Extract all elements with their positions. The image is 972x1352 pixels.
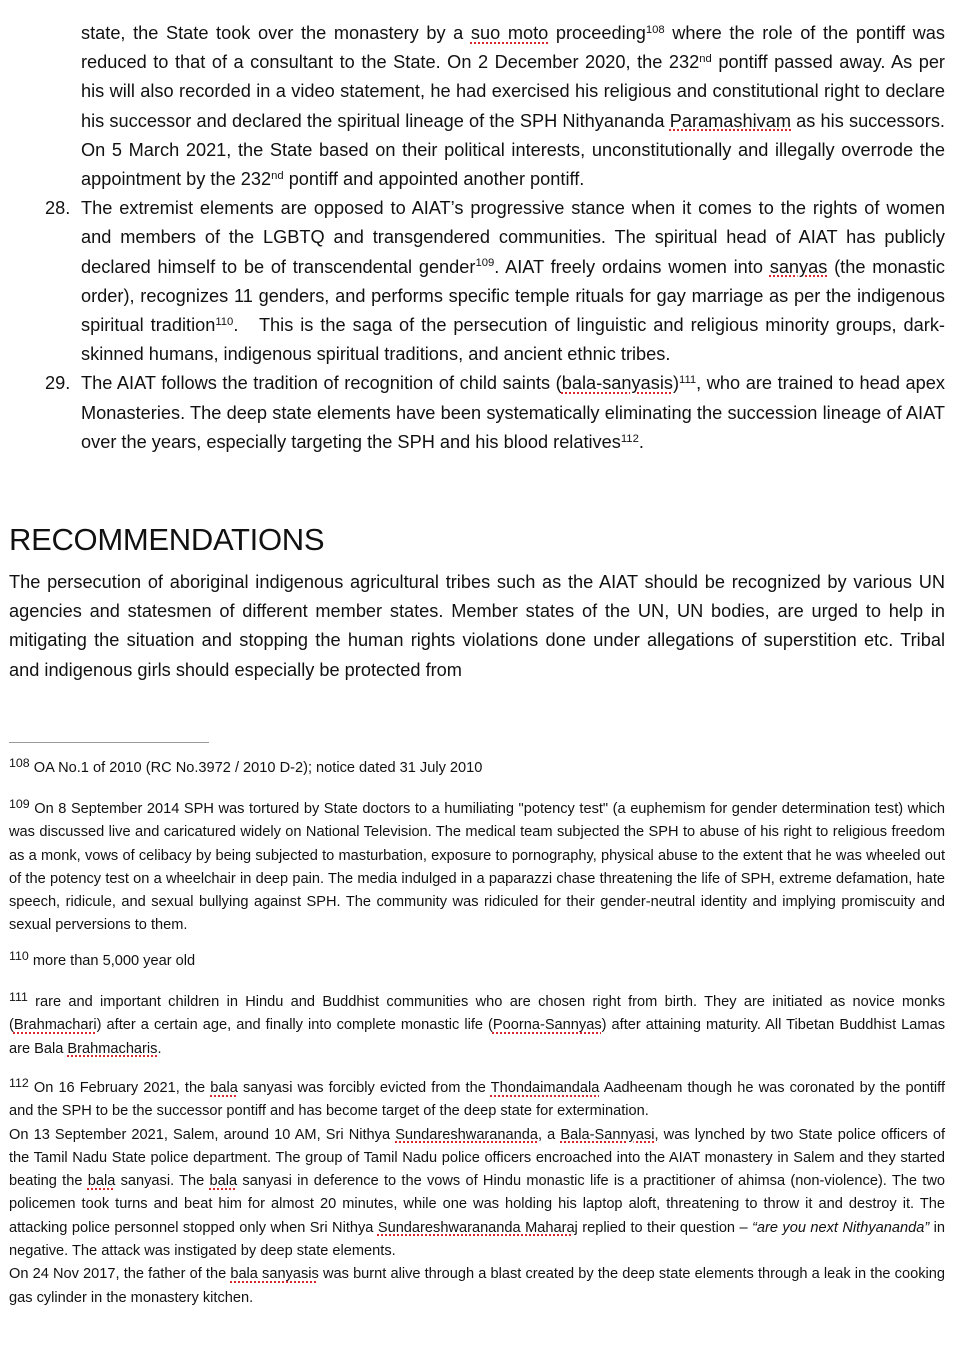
footnote-text: On 13 September 2021, Salem, around 10 AM, Sri Nithya	[9, 1126, 396, 1143]
footnote-112-part-2	[9, 1124, 945, 1264]
paragraph-29	[0, 369, 945, 457]
footnote-text: .	[157, 1040, 162, 1057]
footnote-text: sanyasi in deference to the vows of Hindu monastic life is a practitioner of ahimsa (non-violence). The two policemen took turns and beat him for almost 20 minutes, while one was holding his laptop aloft, threatening to throw it and destroy it. The attacking police personnel stopped only when Sri Nithya	[9, 1173, 945, 1236]
text: pontiff and appointed another pontiff.	[283, 169, 585, 190]
footnote-text: was burnt alive through a blast created by the deep state elements through a leak in the cooking gas cylinder in the monastery kitchen.	[9, 1266, 945, 1306]
spellcheck-flagged-word[interactable]: Poorna-Sannyas	[492, 1017, 602, 1034]
list-number: 28.	[45, 198, 71, 219]
footnote-ref-112[interactable]: 112	[620, 432, 639, 445]
footnote-number: 109	[9, 797, 30, 812]
text: , who are trained to head apex Monasteries. The deep state elements have been systematically eliminating the succession lineage of AIAT over the years, especially targeting the SPH and his blood relatives	[81, 373, 945, 452]
footnote-number: 112	[9, 1076, 29, 1091]
footnote-112	[9, 1077, 945, 1310]
spellcheck-flagged-word[interactable]: sanyas	[769, 256, 828, 277]
footnote-text: ) after a certain age, and finally into complete monastic life (	[96, 1017, 493, 1034]
text: The AIAT follows the tradition of recognition of child saints (	[81, 373, 562, 394]
spellcheck-flagged-word[interactable]: Brahmachari	[13, 1017, 97, 1034]
text: )	[672, 373, 680, 394]
footnote-text: , a	[538, 1126, 561, 1143]
footnote-number: 108	[9, 756, 30, 771]
spellcheck-flagged-word[interactable]: bala sanyasis	[230, 1266, 319, 1283]
quoted-question: “are you next Nithyananda”	[752, 1219, 930, 1236]
footnote-text: replied to their question –	[577, 1219, 753, 1236]
footnote-text: On 24 Nov 2017, the father of the	[9, 1266, 231, 1283]
spellcheck-flagged-word[interactable]: bala	[209, 1173, 238, 1190]
spellcheck-flagged-word[interactable]: Paramashivam	[669, 110, 791, 131]
footnote-ref-111[interactable]: 111	[679, 374, 697, 387]
text: . AIAT freely ordains women into	[494, 256, 770, 277]
footnote-ref-110[interactable]: 110	[215, 315, 234, 328]
ordinal-suffix: nd	[699, 53, 712, 65]
footnote-text: sanyasi was forcibly evicted from the	[237, 1080, 491, 1096]
footnote-110	[9, 950, 945, 973]
spellcheck-flagged-word[interactable]: bala-sanyasis	[561, 373, 673, 394]
footnote-ref-108[interactable]: 108	[645, 23, 665, 36]
footnote-separator	[9, 742, 209, 743]
ordinal-suffix: nd	[271, 169, 284, 182]
spellcheck-flagged-word[interactable]: Sundareshwarananda Maharaj	[377, 1219, 578, 1236]
footnote-text: , was lynched by two State police officers of the Tamil Nadu State police department. The group of Tamil Nadu police officers encroached into the AIAT monastery in Salem and they started beating the	[9, 1126, 946, 1190]
spellcheck-flagged-word[interactable]: Sundareshwarananda	[395, 1126, 538, 1143]
recommendations-paragraph: The persecution of aboriginal indigenous agricultural tribes such as the AIAT should be recognized by various UN agencies and statesmen of different member states. Member states of the UN, UN bodies, are urged to help in mitigating the situation and stopping the human rights violations done under allegations of superstition etc. Tribal and indigenous girls should especially be protected from	[9, 572, 945, 680]
paragraph-28	[0, 194, 945, 369]
paragraph-27-continuation	[0, 19, 945, 194]
section-heading-recommendations: RECOMMENDATIONS	[9, 522, 325, 557]
footnote-text: On 16 February 2021, the	[28, 1080, 211, 1096]
text: (the monastic order), recognizes 11 genders, and performs specific temple rituals for gay marriage as per the indigenous spiritual tradition	[81, 256, 945, 336]
spellcheck-flagged-word[interactable]: Thondaimandala	[490, 1080, 600, 1096]
text: where the role of the pontiff was reduced to that of a consultant to the State. On 2 December 2020, the 232	[81, 23, 946, 73]
spellcheck-flagged-word[interactable]: Brahmacharis	[67, 1040, 158, 1057]
footnote-number: 110	[9, 949, 29, 964]
text: . This is the saga of the persecution of linguistic and religious minority groups, dark-skinned humans, indigenous spiritual traditions, and ancient ethnic tribes.	[81, 315, 945, 365]
footnote-ref-109[interactable]: 109	[475, 257, 495, 270]
text: state, the State took over the monastery by a	[81, 23, 471, 43]
footnote-text: in negative. The attack was instigated by deep state elements.	[9, 1219, 945, 1260]
footnote-111	[9, 991, 945, 1061]
footnote-number: 111	[9, 990, 28, 1005]
footnote-text: more than 5,000 year old	[28, 953, 196, 969]
text: .	[638, 431, 644, 452]
footnote-text: sanyasi. The	[115, 1173, 210, 1190]
list-number: 29.	[45, 373, 71, 394]
footnote-109	[9, 798, 945, 938]
text: as his successors. On 5 March 2021, the State based on their political interests, unconstitutionally and illegally overrode the appointment by the 232	[81, 110, 945, 190]
footnote-112-part-1	[9, 1077, 945, 1124]
numbered-list	[0, 19, 945, 457]
spellcheck-flagged-word[interactable]: bala	[210, 1080, 238, 1096]
footnote-text: Aadheenam though he was coronated by the pontiff and the SPH to be the successor pontiff and has become target of the deep state for extermination.	[9, 1080, 946, 1120]
spellcheck-flagged-word[interactable]: suo moto	[470, 23, 549, 43]
text: The extremist elements are opposed to AIAT’s progressive stance when it comes to the rights of women and members of the LGBTQ and transgendered communities. The spiritual head of AIAT has publicly declared himself to be of transcendental gender	[81, 198, 945, 277]
text: proceeding	[548, 23, 646, 43]
footnote-text: rare and important children in Hindu and Buddhist communities who are chosen right from birth. They are initiated as novice monks (	[9, 994, 945, 1034]
text: pontiff passed away. As per his will also recorded in a video statement, he had exercised his religious and constitutional right to declare his successor and declared the spiritual lineage of the SPH Nithyananda	[81, 52, 945, 131]
spellcheck-flagged-word[interactable]: bala	[87, 1173, 116, 1190]
footnote-108	[9, 757, 945, 780]
footnote-text: On 8 September 2014 SPH was tortured by State doctors to a humiliating "potency test" (a euphemism for gender determination test) which was discussed live and caricatured widely on National Television. The medical team subjected the SPH to abuse of his right to religious freedom as a monk, vows of celibacy by being subjected to masturbation, exposure to pornography, physical abuse to the extent that he was wheeled out of the potency test on a wheelchair in deep pain. The media indulged in a paparazzi chase threatening the life of SPH, extreme defamation, hate speech, ridicule, and sexual bullying against SPH. The community was ridiculed for their gender-neutral identity and implying promiscuity and sexual perversions to them.	[9, 801, 945, 934]
footnote-112-part-3	[9, 1263, 945, 1310]
footnote-text: ) after attaining maturity. All Tibetan Buddhist Lamas are Bala	[9, 1017, 945, 1057]
footnote-text: OA No.1 of 2010 (RC No.3972 / 2010 D-2); notice dated 31 July 2010	[29, 760, 483, 776]
spellcheck-flagged-word[interactable]: Bala-Sannyasi	[560, 1126, 655, 1143]
